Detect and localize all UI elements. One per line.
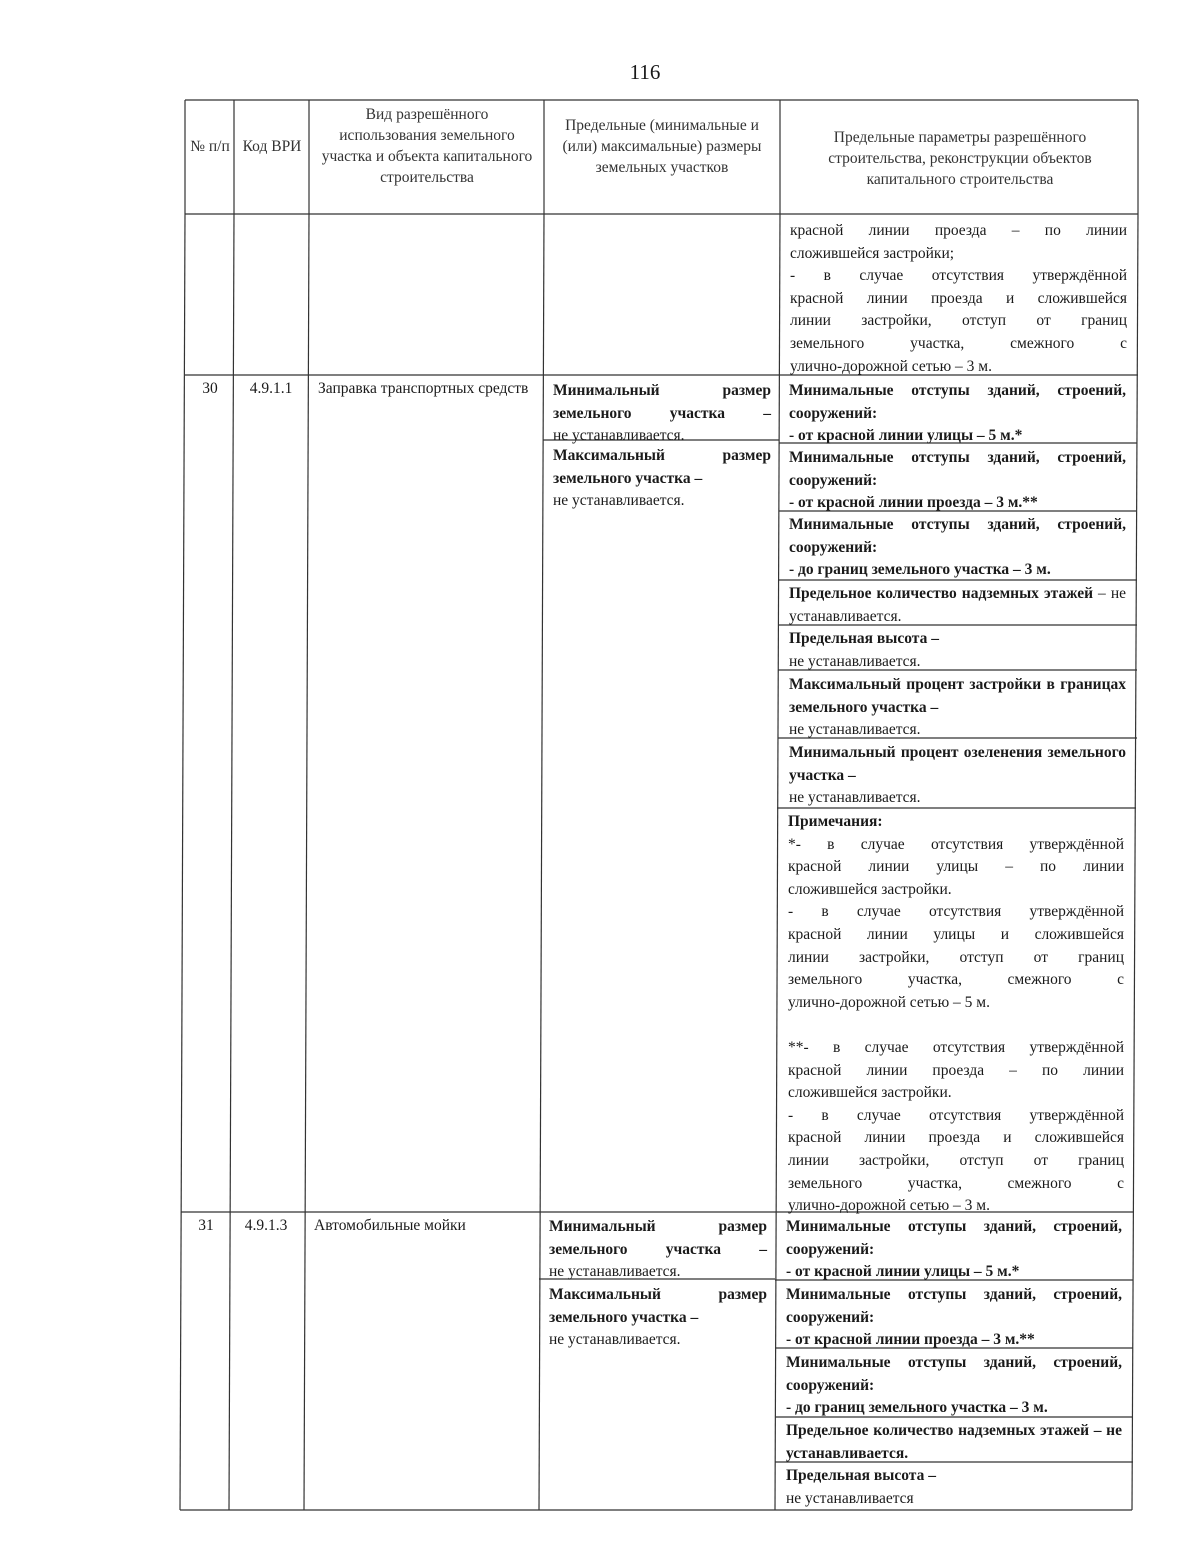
row-30-land-min: Минимальный размер земельного участка – не устанавливается. — [553, 382, 771, 445]
row-31-land-min: Минимальный размер земельного участка – не устанавливается. — [549, 1218, 767, 1281]
row-30-param-1: Минимальные отступы зданий, строений, сооружений: - от красной линии проезда – 3 м.** — [789, 449, 1126, 512]
row-30-notes: Примечания: *- в случае отсутствия утверждённой красной линии улицы – по линии сложившейся застройки. - в случае отсутствия утверждённой красной линии улицы и сложившейся линии застройки, отступ от границ земельного участка, смежного с улично-дорожной сетью – 5 м. **- в случае отсутствия утверждённой красной линии проезда – по линии сложившейся застройки. - в случае отсутствия утверждённой красной линии проезда и сложившейся линии застройки, отступ от границ земельного участка, смежного с улично-дорожной сетью – 3 м. — [788, 813, 1124, 1215]
row-31-code: 4.9.1.3 — [244, 1217, 288, 1234]
row-31-param-4: Предельная высота – не устанавливается — [786, 1467, 936, 1507]
row-30-land-max: Максимальный размер земельного участка – не устанавливается. — [553, 447, 771, 510]
continuation-text: красной линии проезда – по линии сложившейся застройки; - в случае отсутствия утверждённой красной линии проезда и сложившейся линии застройки, отступ от границ земельного участка, смежного с улично-дорожной сетью – 3 м. — [790, 222, 1127, 375]
row-30-kind: Заправка транспортных средств — [318, 380, 529, 397]
row-31-param-3: Предельное количество надземных этажей – не устанавливается. — [786, 1422, 1122, 1462]
row-31-land-max: Максимальный размер земельного участка – не устанавливается. — [549, 1286, 767, 1349]
row-30-param-6: Минимальный процент озеленения земельного участка – не устанавливается. — [789, 744, 1126, 807]
header-code: Код ВРИ — [242, 138, 302, 155]
row-30-param-5: Максимальный процент застройки в границах земельного участка – не устанавливается. — [789, 676, 1126, 739]
row-31-param-1: Минимальные отступы зданий, строений, сооружений: - от красной линии проезда – 3 м.** — [786, 1286, 1122, 1349]
page-number: 116 — [629, 60, 661, 84]
header-land: Предельные (минимальные и (или) максимальные) размеры земельных участков — [562, 117, 762, 176]
row-31-param-2: Минимальные отступы зданий, строений, сооружений: - до границ земельного участка – 3 м. — [786, 1354, 1122, 1417]
row-30-param-4: Предельная высота – не устанавливается. — [789, 630, 939, 670]
row-30-param-2: Минимальные отступы зданий, строений, сооружений: - до границ земельного участка – 3 м. — [789, 516, 1126, 579]
row-31-num: 31 — [198, 1217, 214, 1234]
row-30-param-0: Минимальные отступы зданий, строений, сооружений: - от красной линии улицы – 5 м.* — [789, 382, 1126, 445]
row-30-param-3: Предельное количество надземных этажей – не устанавливается. — [789, 585, 1126, 625]
header-params: Предельные параметры разрешённого строительства, реконструкции объектов капитального строительства — [828, 129, 1092, 188]
row-31-kind: Автомобильные мойки — [314, 1217, 466, 1234]
header-num: № п/п — [190, 138, 230, 155]
row-30-code: 4.9.1.1 — [249, 380, 293, 397]
row-31-param-0: Минимальные отступы зданий, строений, сооружений: - от красной линии улицы – 5 м.* — [786, 1218, 1122, 1281]
header-kind: Вид разрешённого использования земельного участка и объекта капитального строительства — [321, 106, 533, 186]
row-30-num: 30 — [202, 380, 218, 397]
notes-title: Примечания: — [788, 813, 883, 830]
